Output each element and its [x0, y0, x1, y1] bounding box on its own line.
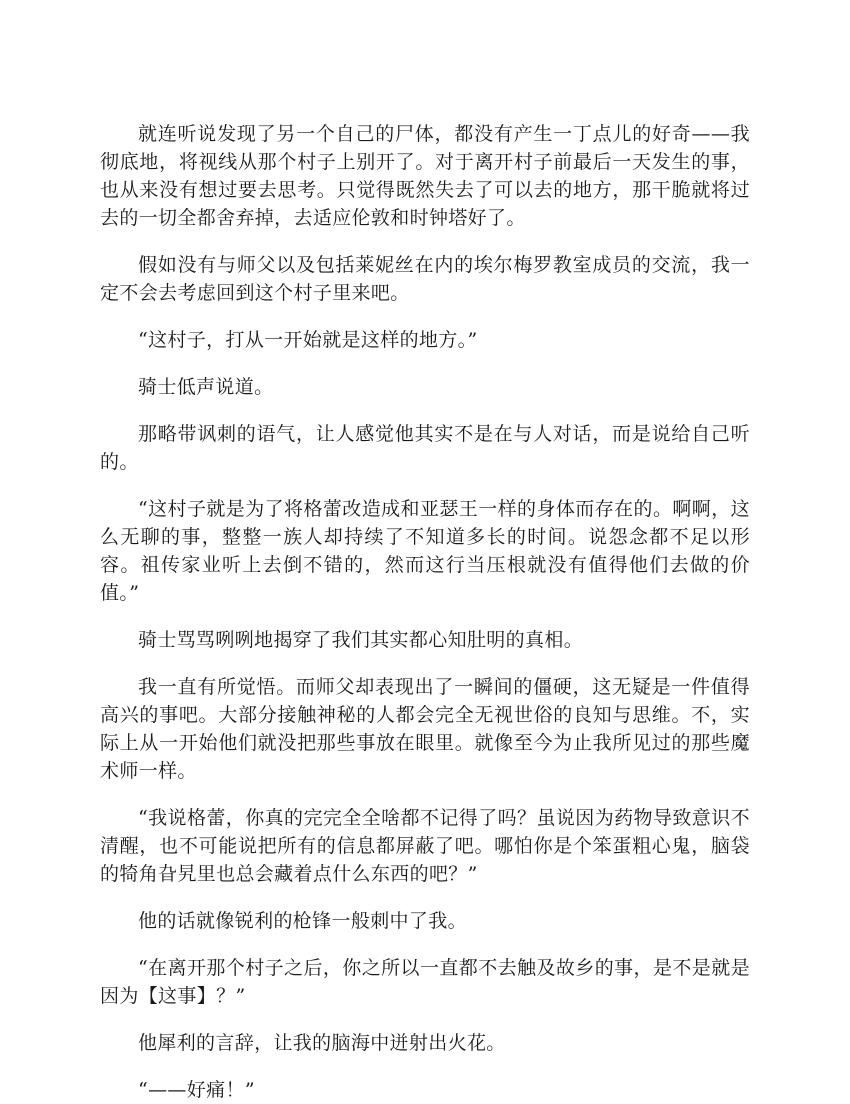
paragraph-2: 假如没有与师父以及包括莱妮丝在内的埃尔梅罗教室成员的交流，我一定不会去考虑回到这个村子里来吧。 — [100, 254, 750, 304]
paragraph-8: 我一直有所觉悟。而师父却表现出了一瞬间的僵硬，这无疑是一件值得高兴的事吧。大部分接触神秘的人都会完全无视世俗的良知与思维。不，实际上从一开始他们就没把那些事放在眼里。就像至今为止我所见过的那些魔术师一样。 — [100, 676, 750, 782]
paragraph-13: “——好痛！” — [138, 1079, 255, 1101]
paragraph-10: 他的话就像锐利的枪锋一般刺中了我。 — [138, 910, 467, 932]
paragraph-9: “我说格蕾，你真的完完全全啥都不记得了吗？虽说因为药物导致意识不清醒，也不可能说把所有的信息都屏蔽了吧。哪怕你是个笨蛋粗心鬼，脑袋的犄角旮旯里也总会藏着点什么东西的吧？” — [100, 807, 750, 885]
paragraph-4: 骑士低声说道。 — [138, 376, 274, 398]
paragraph-3: “这村子，打从一开始就是这样的地方。” — [138, 329, 478, 351]
paragraph-6: “这村子就是为了将格蕾改造成和亚瑟王一样的身体而存在的。啊啊，这么无聊的事，整整一族人却持续了不知道多长的时间。说怨念都不足以形容。祖传家业听上去倒不错的，然而这行当压根就没有值得他们去做的价值。” — [100, 498, 750, 604]
paragraph-5: 那略带讽刺的语气，让人感觉他其实不是在与人对话，而是说给自己听的。 — [100, 423, 750, 473]
paragraph-1: 就连听说发现了另一个自己的尸体，都没有产生一丁点儿的好奇——我彻底地，将视线从那个村子上别开了。对于离开村子前最后一天发生的事，也从来没有想过要去思考。只觉得既然失去了可以去的地方，那干脆就将过去的一切全都舍弃掉，去适应伦敦和时钟塔好了。 — [100, 123, 750, 229]
document-page — [100, 0, 750, 1100]
paragraph-11: “在离开那个村子之后，你之所以一直都不去触及故乡的事，是不是就是因为【这事】？” — [100, 957, 750, 1007]
paragraph-7: 骑士骂骂咧咧地揭穿了我们其实都心知肚明的真相。 — [138, 629, 584, 651]
paragraph-12: 他犀利的言辞，让我的脑海中迸射出火花。 — [138, 1032, 506, 1054]
